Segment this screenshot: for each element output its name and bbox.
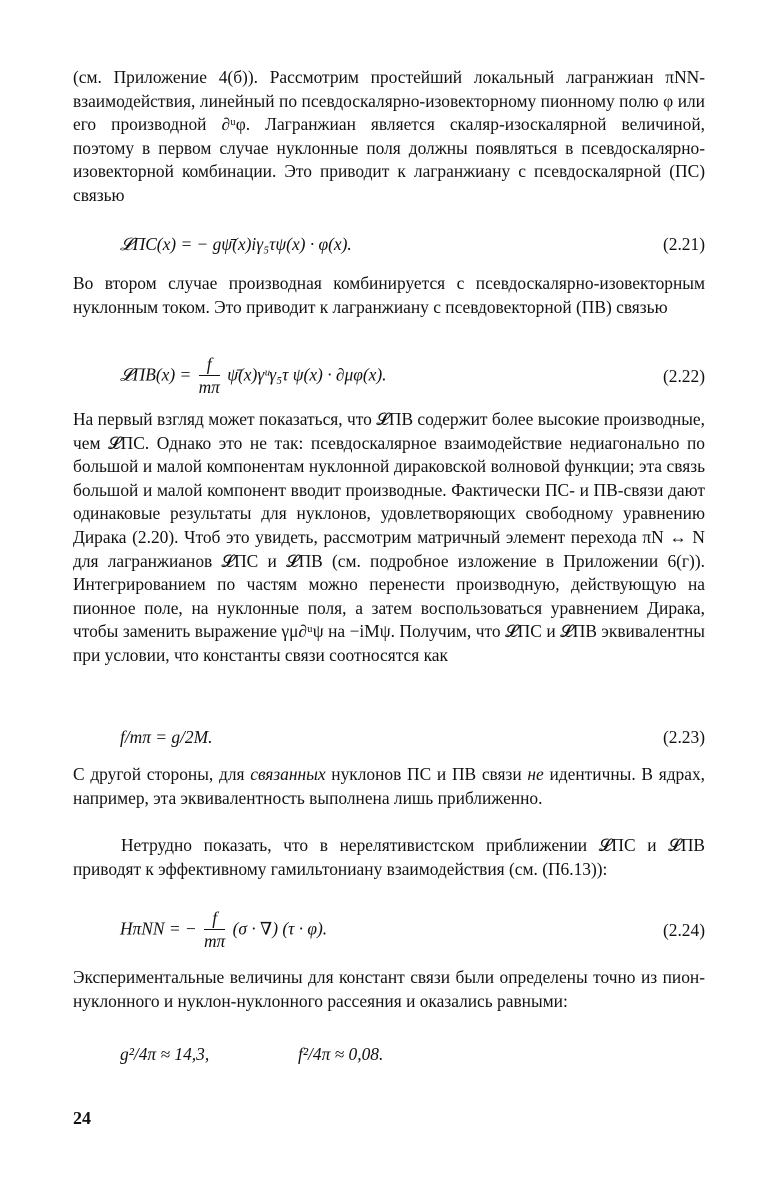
equation-2-24-number: (2.24) [662, 920, 705, 940]
equation-2-22-rhs: ψ̄(x)γᵘγ₅τ ψ(x) · ∂μφ(x). [227, 364, 387, 385]
equation-2-21-number: (2.21) [662, 234, 705, 254]
equation-2-23-expr: f/mπ = g/2M. [120, 727, 213, 747]
equation-2-22-expr [120, 356, 386, 397]
equation-2-24-expr [120, 910, 327, 951]
constant-f: f²/4π ≈ 0,08. [298, 1044, 384, 1064]
paragraph-equivalence: На первый взгляд может показаться, что 𝓛ПВ содержит более высокие производные, чем 𝓛ПС. Однако это не так: псевдоскалярное взаимодействие недиагонально по большой и малой компонентам нуклонной дираковской волновой функции; эта связь большой и малой компонент вводит производные. Фактически ПС- и ПВ-связи дают одинаковые результаты для нуклонов, удовлетворяющих свободному уравнению Дирака (2.20). Чтоб это увидеть, рассмотрим матричный элемент перехода πN ↔ N для лагранжианов 𝓛ПС и 𝓛ПВ (см. подробное изложение в Приложении 6(г)). Интегрированием по частям можно перенести производную, действующую на пионное поле, на нуклонные поля, а затем воспользоваться уравнением Дирака, чтобы заменить выражение γμ∂ᵘψ на −iMψ. Получим, что 𝓛ПС и 𝓛ПВ эквивалентны при условии, что константы связи соотносятся как [73, 409, 705, 665]
fraction-f-over-m [204, 910, 225, 951]
fraction-f-over-m [199, 356, 220, 397]
equation-2-23-number: (2.23) [662, 727, 705, 747]
text-run: С другой стороны, для [73, 764, 251, 784]
fraction-numerator: f [204, 910, 225, 930]
fraction-denominator: mπ [204, 931, 226, 952]
paragraph-pv-intro: Во втором случае производная комбинируется с псевдоскалярно-изовекторным нуклонным током. Это приводит к лагранжиану с псевдовекторной (ПВ) связью [73, 273, 705, 317]
equation-2-22 [120, 356, 705, 400]
paragraph-experimental: Экспериментальные величины для констант связи были определены точно из пион-нуклонного и нуклон-нуклонного рассеяния и оказались равными: [73, 967, 705, 1011]
paragraph-bound-nucleons [73, 763, 705, 810]
equation-2-24 [120, 910, 705, 954]
paragraph-nonrelativistic: Нетрудно показать, что в нерелятивистском приближении 𝓛ПС и 𝓛ПВ приводят к эффективному гамильтониану взаимодействия (см. (П6.13)): [73, 835, 705, 879]
constant-g: g²/4π ≈ 14,3, [120, 1044, 210, 1064]
italic-not: не [527, 764, 544, 784]
italic-bound: связанных [250, 764, 326, 784]
equation-2-23 [120, 727, 705, 757]
paragraph-intro: (см. Приложение 4(б)). Рассмотрим простейший локальный лагранжиан πNN-взаимодействия, линейный по псевдоскалярно-изовекторному пионному полю φ или его производной ∂ᵘφ. Лагранжиан является скаляр-изоскалярной величиной, поэтому в первом случае нуклонные поля должны появляться в псевдоскалярно-изовекторной комбинации. Это приводит к лагранжиану с псевдоскалярной (ПС) связью [73, 67, 705, 205]
equation-2-24-lhs: HπNN = − [120, 918, 197, 939]
equation-2-22-number: (2.22) [662, 366, 705, 386]
text-run: идентичны. В ядрах, например, эта эквивалентность выполнена лишь приближенно. [73, 764, 706, 808]
equation-2-21 [120, 234, 705, 264]
equation-2-24-rhs: (σ · ∇) (τ · φ). [232, 918, 328, 939]
text-run: нуклонов ПС и ПВ связи [325, 764, 528, 784]
page-number: 24 [73, 1108, 91, 1128]
equation-2-21-expr: 𝓛ПС(x) = − gψ̄(x)iγ₅τψ(x) · φ(x). [120, 234, 352, 254]
equation-2-22-lhs: 𝓛ПВ(x) = [120, 364, 192, 385]
fraction-numerator: f [199, 356, 220, 376]
coupling-constants [120, 1044, 705, 1074]
fraction-denominator: mπ [198, 377, 220, 398]
